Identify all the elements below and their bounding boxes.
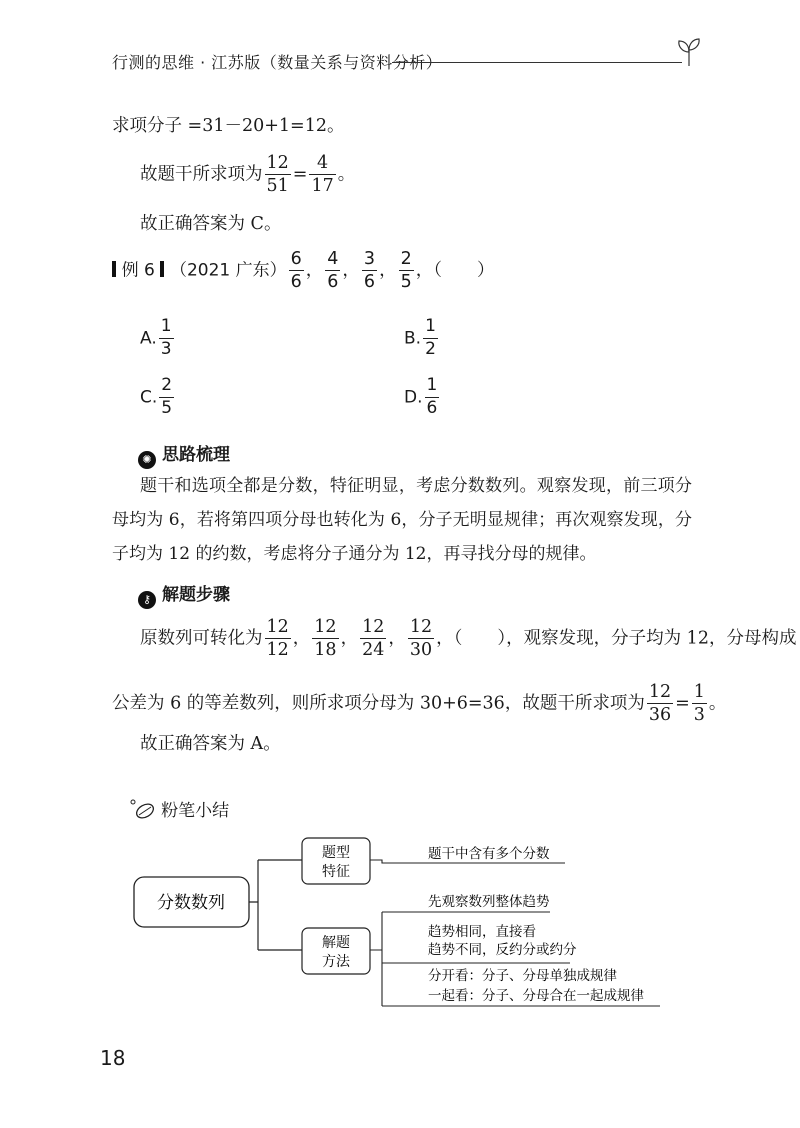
option-letter: A. (140, 328, 157, 349)
numerator: 12 (265, 154, 291, 175)
numerator: 6 (289, 250, 304, 271)
fraction (289, 250, 304, 292)
fraction (423, 318, 438, 359)
denominator: 17 (311, 176, 334, 197)
example-question (112, 250, 494, 292)
fraction (692, 683, 707, 725)
option-letter: B. (404, 328, 422, 349)
prev-answer: 故正确答案为 C。 (140, 214, 282, 234)
denominator: 6 (327, 272, 339, 293)
separator: ， (292, 628, 311, 649)
numerator: 1 (159, 318, 174, 339)
equals-sign: = (675, 693, 690, 714)
denominator: 5 (400, 272, 412, 293)
fraction (159, 318, 174, 359)
running-header: 行测的思维 · 江苏版（数量关系与资料分析） (112, 53, 443, 72)
separator: ， (340, 628, 359, 649)
numerator: 1 (692, 683, 707, 704)
sprout-icon (676, 36, 702, 68)
solution-title: 解题步骤 (162, 585, 230, 605)
bracket-bar-right (160, 261, 164, 277)
fraction (265, 154, 291, 196)
numerator: 2 (159, 377, 174, 398)
fraction (309, 154, 335, 196)
fraction (647, 683, 673, 725)
solution-line2-prefix: 公差为 6 的等差数列，则所求项分母为 30+6=36，故题干所求项为 (112, 693, 645, 714)
denominator: 2 (425, 338, 436, 359)
numerator: 12 (408, 618, 434, 639)
option-c (140, 377, 176, 418)
separator: ， (305, 260, 324, 281)
example-label: 例 6 (121, 260, 155, 281)
page-number: 18 (100, 1046, 126, 1070)
method-leaf-2b: 趋势不同，反约分或约分 (428, 942, 577, 957)
prev-result-line (140, 154, 355, 196)
example-source: （2021 广东） (169, 260, 287, 281)
numerator: 4 (325, 250, 340, 271)
method-leaf-2a: 趋势相同，直接看 (428, 924, 536, 939)
bracket-bar-left (112, 261, 116, 277)
equals-sign: = (292, 164, 308, 185)
branch-feature-line2: 特征 (322, 863, 350, 879)
summary-title: 粉笔小结 (161, 801, 230, 821)
fraction (312, 618, 338, 660)
numerator: 12 (360, 618, 386, 639)
answer-blank: （ ） (433, 260, 495, 281)
prev-calc-line: 求项分子 =31－20+1=12。 (112, 116, 345, 136)
solution-heading (138, 580, 230, 609)
feature-leaf: 题干中含有多个分数 (428, 846, 550, 861)
branch-method-line2: 方法 (322, 953, 350, 969)
root-node-label: 分数数列 (157, 893, 225, 912)
method-leaf-1: 先观察数列整体趋势 (428, 894, 550, 909)
method-leaf-3b: 一起看：分子、分母合在一起成规律 (428, 988, 644, 1003)
denominator: 3 (160, 338, 172, 359)
numerator: 3 (362, 250, 377, 271)
denominator: 5 (161, 397, 173, 418)
denominator: 6 (290, 272, 302, 293)
fraction (362, 250, 377, 292)
numerator: 4 (309, 154, 335, 175)
numerator: 1 (425, 377, 440, 398)
separator: ， (436, 628, 454, 649)
option-letter: C. (140, 387, 158, 408)
solution-answer: 故正确答案为 A。 (140, 734, 281, 754)
period: 。 (337, 164, 356, 185)
numerator: 12 (312, 618, 338, 639)
solution-line-2 (112, 683, 726, 725)
method-leaf-3a: 分开看：分子、分母单独成规律 (428, 968, 617, 983)
denominator: 6 (426, 397, 438, 418)
option-letter: D. (404, 387, 423, 408)
fraction (425, 377, 440, 418)
key-icon: ⚷ (138, 591, 156, 609)
thinking-text: 题干和选项全都是分数，特征明显，考虑分数数列。观察发现，前三项分母均为 6，若将第四项分母也转化为 6，分子无明显规律；再次观察发现，分子均为 12 的约数，考虑将分子通分为 12，再寻找分母的规律。 (112, 476, 692, 564)
separator: ， (379, 260, 397, 281)
branch-feature-line1: 题型 (322, 844, 350, 860)
denominator: 12 (266, 640, 289, 661)
thinking-title: 思路梳理 (162, 445, 230, 465)
numerator: 12 (265, 618, 291, 639)
option-b (404, 318, 440, 359)
separator: ， (388, 628, 406, 649)
fraction (360, 618, 386, 660)
thinking-heading (138, 440, 230, 469)
fraction (325, 250, 340, 292)
numerator: 12 (647, 683, 673, 704)
separator: ， (415, 260, 434, 281)
fraction (399, 250, 414, 292)
denominator: 3 (693, 705, 705, 726)
lightbulb-icon: ✺ (138, 451, 156, 469)
denominator: 51 (266, 176, 289, 197)
denominator: 36 (648, 705, 672, 726)
fraction (159, 377, 174, 418)
numerator: 1 (423, 318, 438, 339)
summary-heading (130, 796, 229, 821)
fraction (265, 618, 291, 660)
denominator: 24 (362, 640, 385, 661)
denominator: 30 (409, 640, 433, 661)
solution-prefix: 原数列可转化为 (140, 628, 263, 649)
summary-mind-map (120, 830, 680, 1020)
denominator: 6 (363, 272, 376, 293)
solution-line-1 (140, 618, 796, 660)
header-rule (392, 62, 682, 63)
root-connector (249, 860, 302, 950)
denominator: 18 (314, 640, 337, 661)
fraction (408, 618, 434, 660)
chalk-icon (130, 799, 156, 819)
option-a (140, 318, 176, 359)
separator: ， (342, 260, 360, 281)
branch-method-line1: 解题 (322, 934, 350, 950)
solution-mid: （ ），观察发现，分子均为 12，分母构成 (453, 628, 797, 649)
period: 。 (708, 693, 727, 714)
prev-result-prefix: 故题干所求项为 (140, 164, 263, 185)
numerator: 2 (399, 250, 414, 271)
option-d (404, 377, 441, 418)
